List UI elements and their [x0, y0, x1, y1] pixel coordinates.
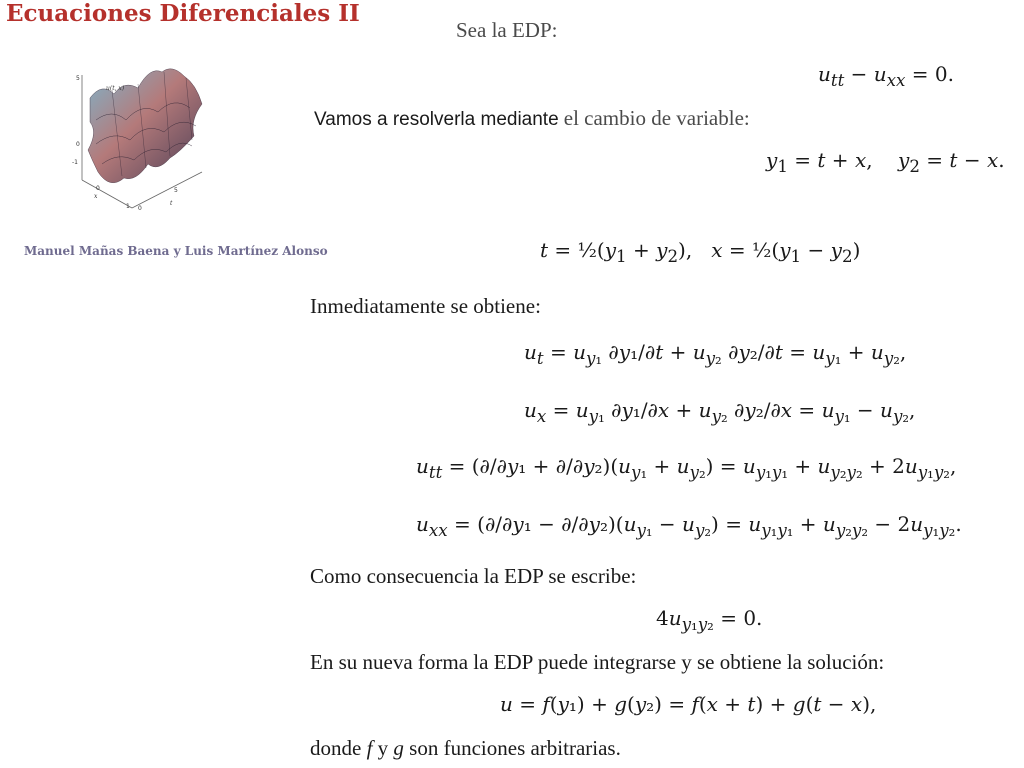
deriv-ut: $u_t = u_{y_1}$ $\partial y_1/\partial t + u_{y_2}$ $\partial y_2/\partial t = u_{y_1} + u_{y_2}$,: [524, 340, 907, 368]
final-f: f: [366, 736, 373, 760]
deriv-ux: $u_x = u_{y_1}$ $\partial y_1/\partial x + u_{y_2}$ $\partial y_2/\partial x = u_{y_1} - u_{y_2}$,: [524, 398, 916, 426]
plot-ztick: 0: [76, 141, 80, 148]
immediately-text: Inmediatamente se obtiene:: [310, 294, 541, 318]
plot-tlabel: t: [170, 200, 173, 207]
consequence-text: Como consecuencia la EDP se escribe:: [310, 564, 637, 588]
intro-text: Sea la EDP:: [456, 18, 558, 42]
plot-zlabel: u(t, x): [106, 85, 125, 92]
deriv-utt: $u_{tt} = (\partial/\partial y_1 + \partial/\partial y_2)(u_{y_1} + u_{y_2}) = u_{y_1y_1} + u_{y_2y_2} + 2u_{y_1y_2}$,: [416, 454, 957, 482]
plot-xtick: 1: [126, 203, 130, 210]
pde-equation: $u_{tt} - u_{xx} = 0$.: [818, 62, 955, 90]
final-y: y: [377, 736, 389, 760]
plot-xtick: 0: [96, 185, 100, 192]
deriv-uxx: $u_{xx} = (\partial/\partial y_1 - \partial/\partial y_2)(u_{y_1} - u_{y_2}) = u_{y_1y_1} + u_{y_2y_2} - 2u_{y_1y_2}$.: [416, 512, 962, 540]
new-form-text: En su nueva forma la EDP puede integrarse y se obtiene la solución:: [310, 650, 885, 674]
change-intro: [314, 106, 750, 131]
plot-ztick: -1: [72, 159, 78, 166]
final-text-a: donde: [310, 736, 362, 760]
surface-plot: [62, 60, 212, 215]
change-equation: $y_1 = t + x$, $y_2 = t - x$.: [766, 148, 1005, 176]
new-pde: $4u_{y_1y_2} = 0$.: [656, 606, 763, 634]
solution-equation: u = f(y₁) + g(y₂) = f(x + t) + g(t − x),: [500, 692, 877, 716]
plot-ttick: 0: [138, 205, 142, 212]
slide-title: Ecuaciones Diferenciales II: [6, 0, 360, 27]
change-intro-a: Vamos a resolverla mediante: [314, 109, 559, 130]
final-g: g: [393, 736, 404, 760]
plot-ztick: 5: [76, 75, 80, 82]
inverse-equation: $t = \frac{1}{2}(y_1 + y_2)$, $x = \frac{1}{2}(y_1 - y_2)$: [540, 238, 861, 266]
plot-xlabel: x: [94, 193, 98, 200]
final-text-b: son funciones arbitrarias.: [409, 736, 621, 760]
authors: Manuel Mañas Baena y Luis Martínez Alonso: [24, 244, 328, 258]
plot-ttick: 5: [174, 187, 178, 194]
change-intro-b: el cambio de variable:: [563, 106, 750, 130]
final-text: [310, 736, 621, 761]
